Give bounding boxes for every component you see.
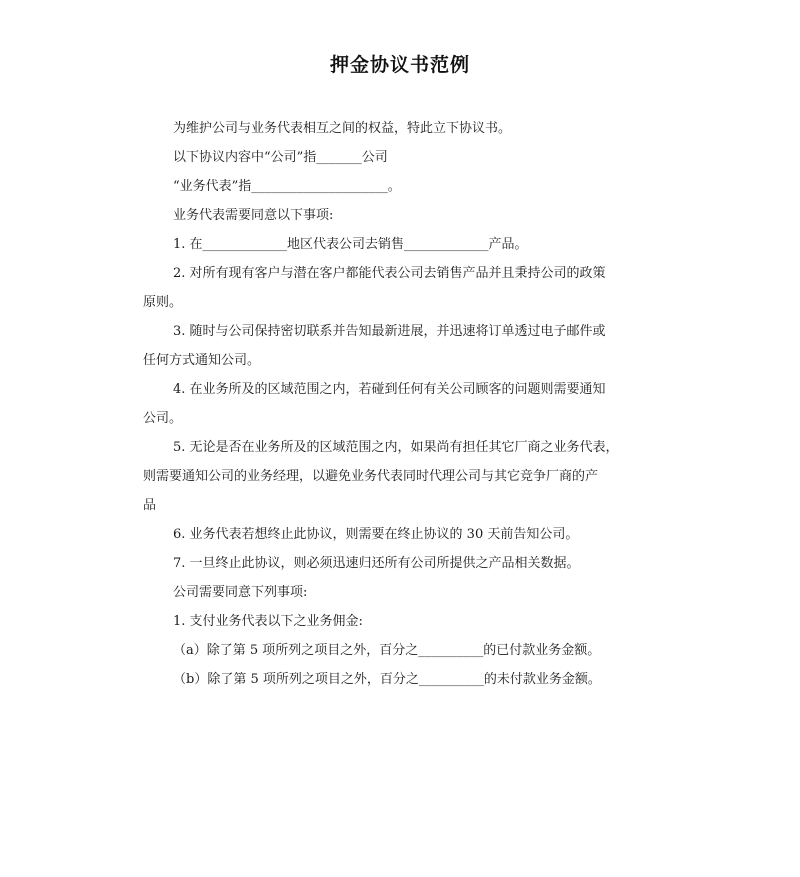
paragraph-line: 1. 在_____________地区代表公司去销售_____________产品。 [173,237,528,252]
document-title: 押金协议书范例 [329,54,470,76]
paragraph-line: （a）除了第 5 项所列之项目之外，百分之__________的已付款业务金额。 [173,643,601,658]
paragraph-line: 3. 随时与公司保持密切联系并告知最新进展，并迅速将订单透过电子邮件或 [173,324,606,339]
paragraph-line: 任何方式通知公司。 [143,353,261,368]
paragraph-line: 为维护公司与业务代表相互之间的权益，特此立下协议书。 [173,121,512,136]
document-body [143,114,663,694]
paragraph-line: “业务代表”指_____________________。 [173,179,401,194]
paragraph-line: 公司。 [143,411,183,426]
paragraph-line: 5. 无论是否在业务所及的区域范围之内，如果尚有担任其它厂商之业务代表， [173,440,619,455]
paragraph-line: 公司需要同意下列事项: [173,585,308,600]
paragraph-line: 业务代表需要同意以下事项: [173,208,334,223]
paragraph-line: 品 [143,498,157,513]
paragraph-line: 以下协议内容中“公司”指_______公司 [173,150,388,165]
paragraph-line: 6. 业务代表若想终止此协议，则需要在终止协议的 30 天前告知公司。 [173,527,579,542]
paragraph-line: （b）除了第 5 项所列之项目之外，百分之__________的未付款业务金额。 [173,672,601,687]
paragraph-line: 2. 对所有现有客户与潜在客户都能代表公司去销售产品并且秉持公司的政策 [173,266,606,281]
paragraph-line: 1. 支付业务代表以下之业务佣金: [173,614,363,629]
paragraph-line: 7. 一旦终止此协议，则必须迅速归还所有公司所提供之产品相关数据。 [173,556,580,571]
paragraph-line: 4. 在业务所及的区域范围之内，若碰到任何有关公司顾客的问题则需要通知 [173,382,606,397]
paragraph-line: 则需要通知公司的业务经理，以避免业务代表同时代理公司与其它竞争厂商的产 [143,469,599,484]
paragraph-line: 原则。 [143,295,183,310]
